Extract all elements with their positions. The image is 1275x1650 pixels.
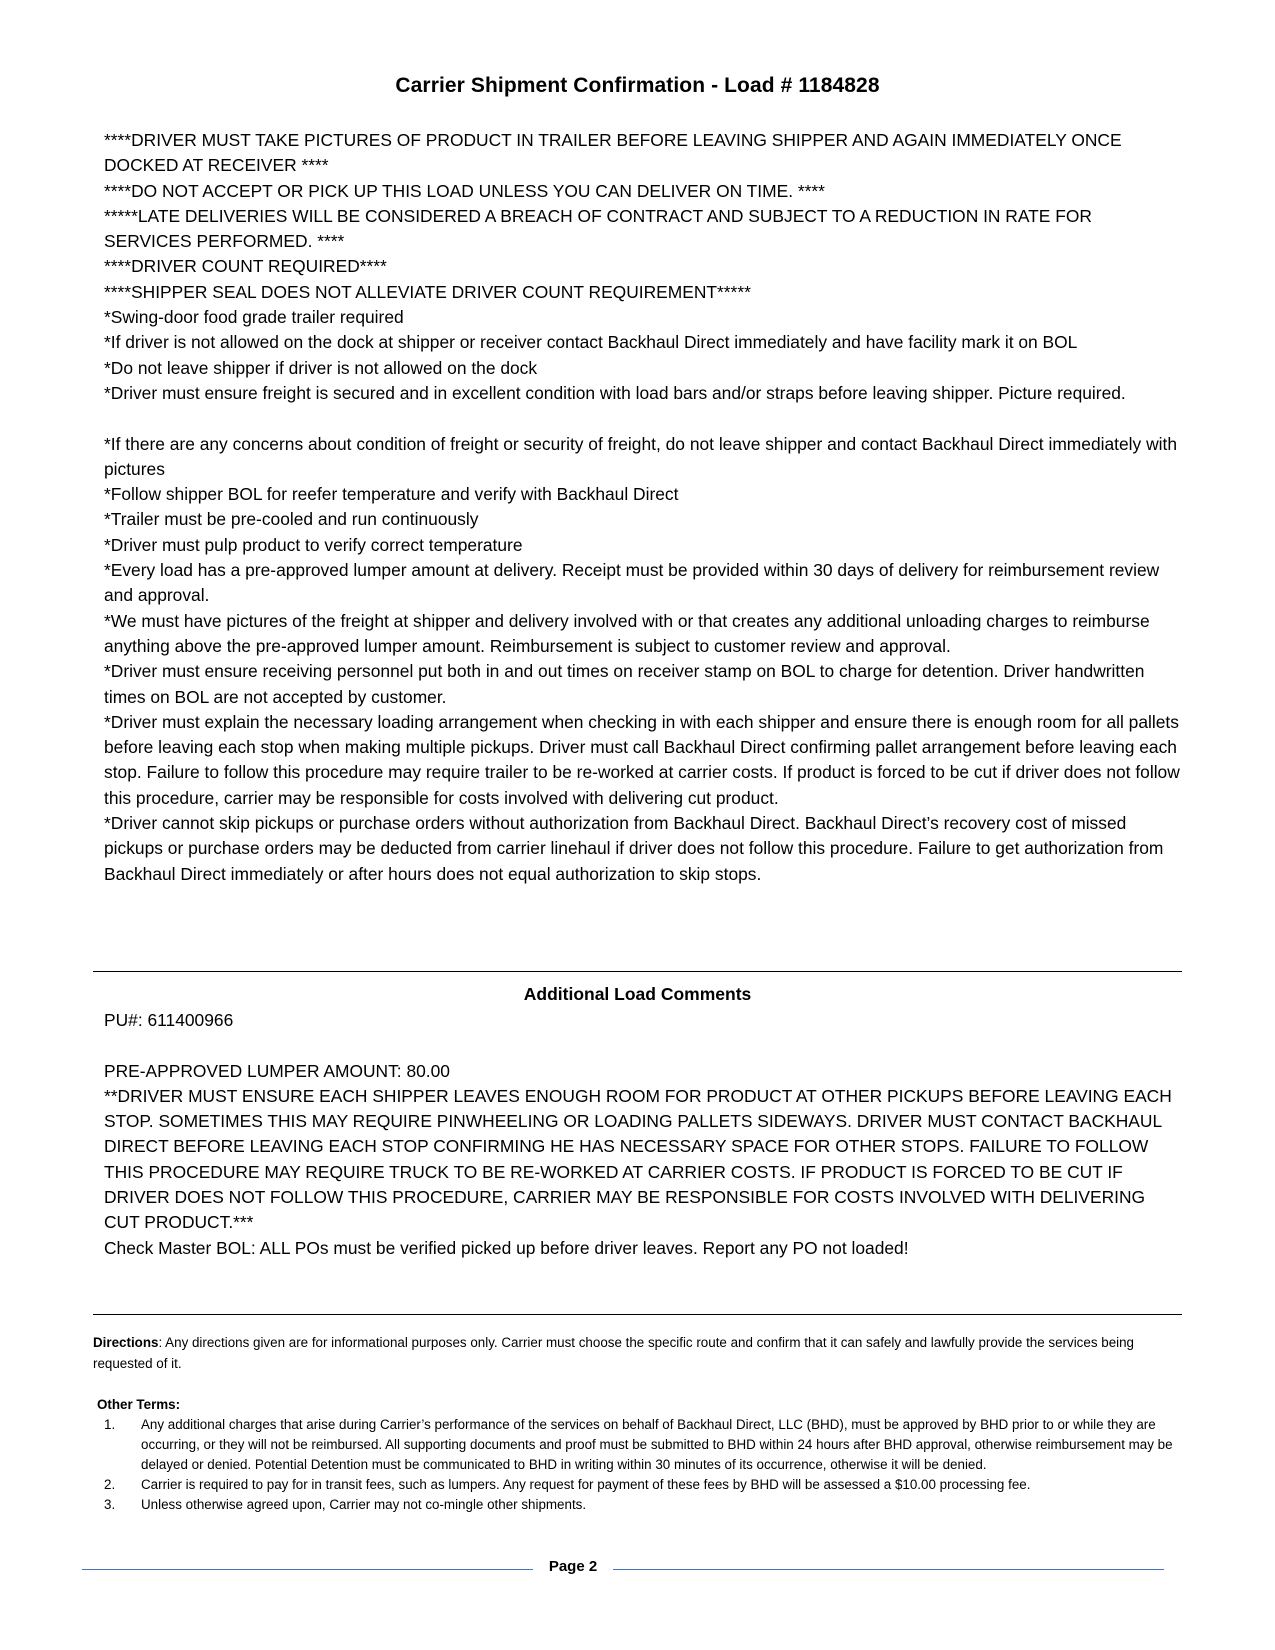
driver-instructions: [104, 128, 1184, 887]
instruction-line: *Swing-door food grade trailer required: [104, 307, 404, 328]
term-text: Any additional charges that arise during Carrier’s performance of the services on behalf of Backhaul Direct, LLC (BHD), must be approved by BHD prior to or while they are occurring, or they will not be reimbursed. All supporting documents and proof must be submitted to BHD within 24 hours after BHD approval, otherwise reimbursement may be delayed or denied. Potential Detention must be communicated to BHD in writing within 30 minutes of its occurrence, otherwise it will be denied.: [141, 1417, 1173, 1472]
instruction-line: *****LATE DELIVERIES WILL BE CONSIDERED A BREACH OF CONTRACT AND SUBJECT TO A REDUCTION IN RATE FOR SERVICES PERFORMED. ****: [104, 205, 1092, 252]
term-number: 2.: [104, 1477, 116, 1492]
term-item: [97, 1495, 1187, 1515]
instruction-line: *Driver cannot skip pickups or purchase orders without authorization from Backhaul Direct. Backhaul Direct’s recovery cost of missed pickups or purchase orders may be deducted from carrier linehaul if driver does not follow this procedure. Failure to get authorization from Backhaul Direct immediately or after hours does not equal authorization to skip stops.: [104, 813, 1164, 884]
instruction-line: ****DRIVER COUNT REQUIRED****: [104, 256, 387, 277]
instruction-line: *Do not leave shipper if driver is not allowed on the dock: [104, 357, 538, 378]
term-number: 1.: [104, 1417, 116, 1432]
instruction-line: *Trailer must be pre-cooled and run continuously: [104, 509, 479, 530]
instruction-line: *Driver must ensure receiving personnel put both in and out times on receiver stamp on BOL to charge for detention. Driver handwritten times on BOL are not accepted by customer.: [104, 661, 1145, 707]
pickup-number: PU#: 611400966: [104, 1010, 234, 1030]
section-divider: [93, 971, 1182, 972]
instruction-line: *If there are any concerns about condition of freight or security of freight, do not leave shipper and contact Backhaul Direct immediately with pictures: [104, 433, 1177, 479]
instruction-line: *Driver must pulp product to verify correct temperature: [104, 534, 523, 555]
blank-spacer: [104, 406, 1184, 431]
instruction-line: *Every load has a pre-approved lumper amount at delivery. Receipt must be provided within 30 days of delivery for reimbursement review and approval.: [104, 560, 1160, 606]
document-title: Carrier Shipment Confirmation - Load # 1184828: [395, 74, 880, 97]
page-number: Page 2: [548, 1558, 598, 1575]
other-terms: [97, 1395, 1187, 1515]
term-text: Unless otherwise agreed upon, Carrier may not co-mingle other shipments.: [141, 1497, 587, 1512]
term-text: Carrier is required to pay for in transit fees, such as lumpers. Any request for payment of these fees by BHD will be assessed a $10.00 processing fee.: [141, 1477, 1031, 1492]
blank-spacer: [104, 1033, 1184, 1058]
lumper-amount: PRE-APPROVED LUMPER AMOUNT: 80.00: [104, 1060, 450, 1081]
footer-rule: [613, 1569, 1164, 1570]
footer-rule: [82, 1569, 533, 1570]
directions-text: : Any directions given are for informational purposes only. Carrier must choose the specific route and confirm that it can safely and lawfully provide the services being requested of it.: [93, 1335, 1135, 1371]
section-divider: [93, 1314, 1182, 1315]
term-item: [97, 1415, 1187, 1475]
instruction-line: ****DRIVER MUST TAKE PICTURES OF PRODUCT IN TRAILER BEFORE LEAVING SHIPPER AND AGAIN IMMEDIATELY ONCE DOCKED AT RECEIVER ****: [104, 130, 1122, 176]
instruction-line: *Driver must ensure freight is secured and in excellent condition with load bars and/or straps before leaving shipper. Picture required.: [104, 382, 1126, 403]
comments-heading: Additional Load Comments: [523, 984, 752, 1004]
instruction-line: *We must have pictures of the freight at shipper and delivery involved with or that creates any additional unloading charges to reimburse anything above the pre-approved lumper amount. Reimbursement is subject to customer review and approval.: [104, 610, 1150, 656]
other-terms-heading: Other Terms:: [97, 1397, 181, 1412]
comment-line: Check Master BOL: ALL POs must be verified picked up before driver leaves. Report any PO not loaded!: [104, 1237, 909, 1258]
instruction-line: ****SHIPPER SEAL DOES NOT ALLEVIATE DRIVER COUNT REQUIREMENT*****: [104, 281, 751, 302]
instruction-line: ****DO NOT ACCEPT OR PICK UP THIS LOAD UNLESS YOU CAN DELIVER ON TIME. ****: [104, 180, 825, 201]
instruction-line: *If driver is not allowed on the dock at shipper or receiver contact Backhaul Direct immediately and have facility mark it on BOL: [104, 332, 1078, 353]
directions-label: Directions: [93, 1335, 159, 1350]
term-item: [97, 1475, 1187, 1495]
directions-paragraph: [93, 1332, 1188, 1374]
additional-load-comments: [104, 1008, 1184, 1261]
instruction-line: *Follow shipper BOL for reefer temperature and verify with Backhaul Direct: [104, 484, 679, 505]
terms-list: [97, 1415, 1187, 1515]
comment-line: **DRIVER MUST ENSURE EACH SHIPPER LEAVES ENOUGH ROOM FOR PRODUCT AT OTHER PICKUPS BEFORE LEAVING EACH STOP. SOMETIMES THIS MAY REQUIRE PINWHEELING OR LOADING PALLETS SIDEWAYS. DRIVER MUST CONTACT BACKHAUL DIRECT BEFORE LEAVING EACH STOP CONFIRMING HE HAS NECESSARY SPACE FOR OTHER STOPS. FAILURE TO FOLLOW THIS PROCEDURE MAY REQUIRE TRUCK TO BE RE-WORKED AT CARRIER COSTS. IF PRODUCT IS FORCED TO BE CUT IF DRIVER DOES NOT FOLLOW THIS PROCEDURE, CARRIER MAY BE RESPONSIBLE FOR COSTS INVOLVED WITH DELIVERING CUT PRODUCT.***: [104, 1085, 1172, 1233]
instruction-line: *Driver must explain the necessary loading arrangement when checking in with each shipper and ensure there is enough room for all pallets before leaving each stop when making multiple pickups. Driver must call Backhaul Direct confirming pallet arrangement before leaving each stop. Failure to follow this procedure may require trailer to be re-worked at carrier costs. If product is forced to be cut if driver does not follow this procedure, carrier may be responsible for costs involved with delivering cut product.: [104, 711, 1180, 808]
term-number: 3.: [104, 1497, 116, 1512]
page-footer: [82, 1558, 1164, 1582]
